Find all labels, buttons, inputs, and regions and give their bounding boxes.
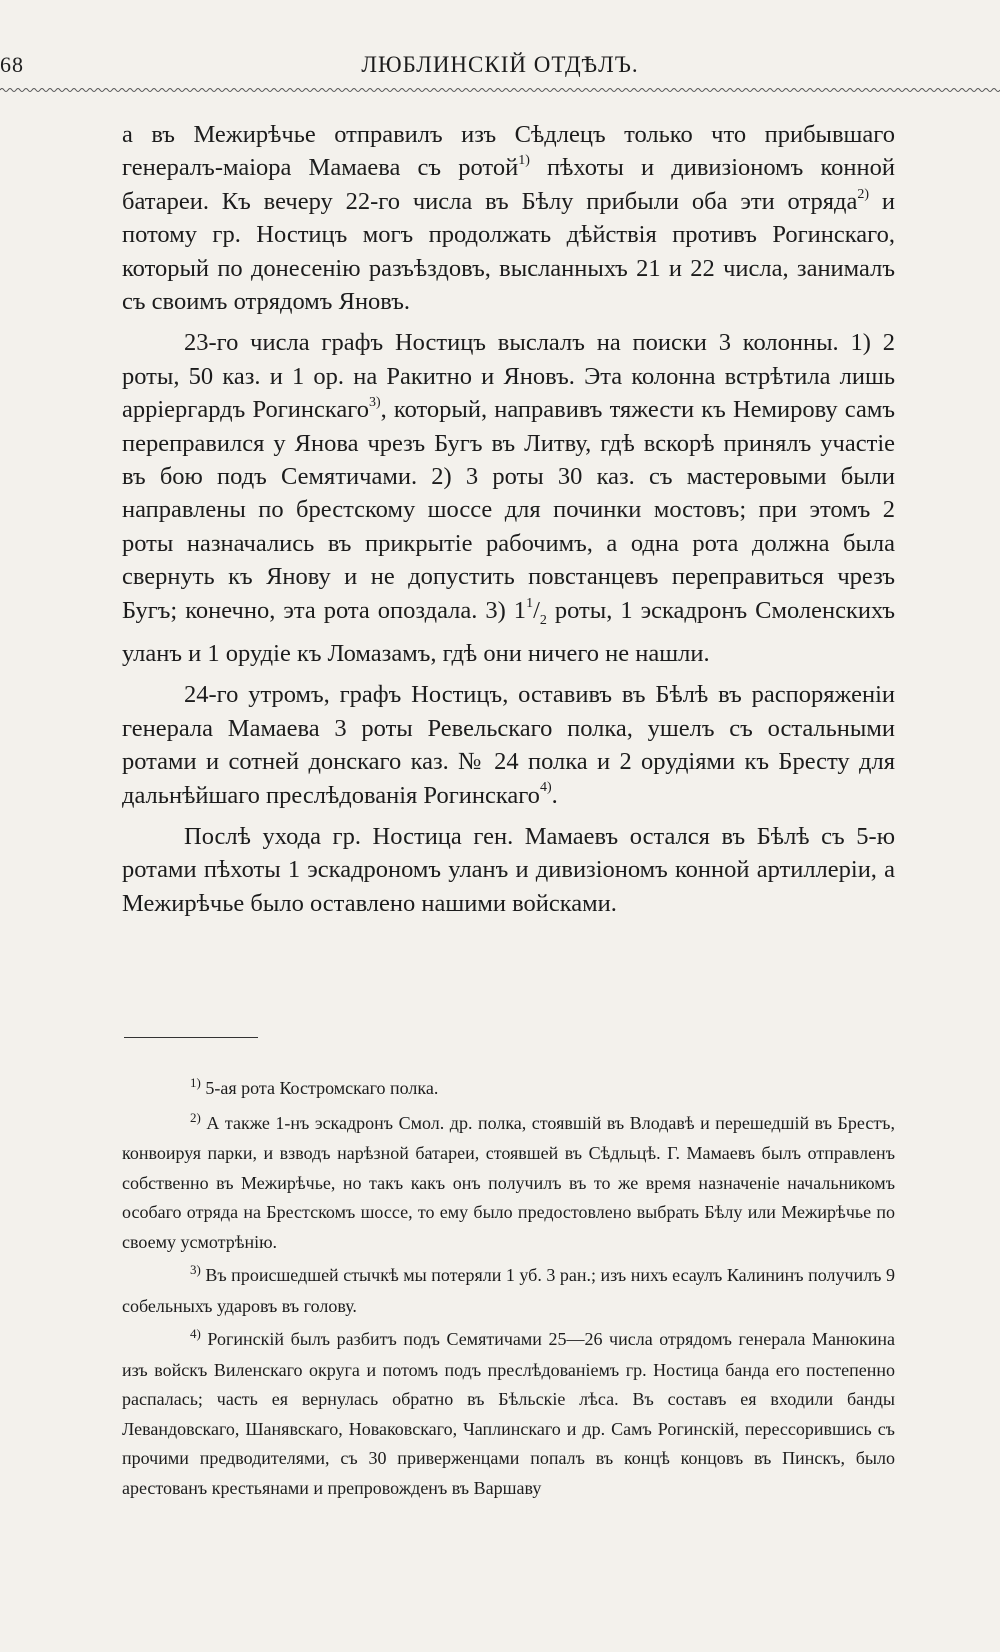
paragraph-text: а въ Межирѣчье отправилъ изъ Сѣдлецъ только что прибывшаго генералъ-маіора Мамаева съ ротой (122, 121, 895, 182)
paragraph-text: 24-го утромъ, графъ Ностицъ, оставивъ въ Бѣлѣ въ распоряженіи генерала Мамаева 3 роты Ревельскаго полка, ушелъ съ остальными ротами и сотней донскаго каз. № 24 полка и 2 орудіями къ Бресту для дальнѣйшаго преслѣдованія Рогинскаго (122, 681, 895, 809)
page-header (0, 50, 1000, 90)
paragraph-4 (122, 820, 895, 920)
footnote-1 (122, 1074, 895, 1105)
footnote-mark: 4) (190, 1326, 201, 1341)
page-number: 68 (0, 52, 24, 77)
paragraph-text: Послѣ ухода гр. Ностица ген. Мамаевъ остался въ Бѣлѣ съ 5-ю ротами пѣхоты 1 эскадрономъ уланъ и дивизіономъ конной артиллеріи, а Межирѣчье было оставлено нашими войсками. (122, 823, 895, 917)
footnote-text: Рогинскій былъ разбитъ подъ Семятичами 25—26 числа отрядомъ генерала Манюкина изъ войскъ Виленскаго округа и потомъ подъ преслѣдованіемъ гр. Ностица банда его постепенно распалась; часть ея вернулась обратно въ Бѣльскіе лѣса. Въ составъ ея входили банды Левандовскаго, Шанявскаго, Новаковскаго, Чаплинскаго и др. Самъ Рогинскій, перессорившись съ прочими предводителями, съ 30 приверженцами попалъ въ концѣ концовъ въ Пинскъ, было арестованъ крестьянами и препровожденъ въ Варшаву (122, 1329, 896, 1498)
footnote-ref-3: 3) (368, 395, 381, 411)
footnote-separator (124, 1037, 258, 1038)
fraction-denominator: 2 (539, 612, 547, 628)
header-wavy-rule (0, 86, 1000, 94)
paragraph-text: . (551, 781, 558, 809)
paragraph-text: , который, направивъ тяжести къ Немирову самъ переправился у Янова чрезъ Бугъ въ Литву, гдѣ вскорѣ принялъ участіе въ бою подъ Семятичами. 2) 3 роты 30 каз. съ мастеровыми были направлены по брестскому шоссе для починки мостовъ; при этомъ 2 роты назначались въ прикрытіе рабочимъ, а одна рота должна была свернуть къ Янову и не допустить повстанцевъ переправиться чрезъ Бугъ; конечно, эта рота опоздала. 3) 1 (122, 396, 896, 624)
footnote-ref-4: 4) (539, 780, 552, 796)
paragraph-1 (122, 118, 895, 318)
footnote-mark: 1) (190, 1075, 201, 1090)
footnote-text: А также 1-нъ эскадронъ Смол. др. полка, стоявшій въ Влодавѣ и перешедшій въ Брестъ, конвоируя парки, и взводъ нарѣзной батареи, стоявшей въ Сѣдльцѣ. Г. Мамаевъ былъ отправленъ собственно въ Межирѣчье, но такъ какъ онъ получилъ въ то же время назначеніе начальникомъ особаго отряда на Брестскомъ шоссе, то ему было предостовлено выбрать Бѣлу или Межирѣчье по своему усмотрѣнію. (122, 1112, 895, 1252)
paragraph-text: 23-го числа графъ Ностицъ выслалъ на поиски 3 колонны. 1) 2 роты, 50 каз. и 1 ор. на Ракитно и Яновъ. Эта колонна встрѣтила лишь арріергардъ Рогинскаго (122, 329, 895, 424)
footnote-3 (122, 1261, 895, 1321)
footnotes (122, 1074, 895, 1507)
footnote-2 (122, 1109, 895, 1258)
footnote-text: 5-ая рота Костромскаго полка. (205, 1078, 439, 1098)
running-title: ЛЮБЛИНСКІЙ ОТДѢЛЪ. (361, 52, 639, 77)
footnote-mark: 2) (190, 1109, 201, 1125)
fraction-numerator: 1 (526, 595, 534, 611)
main-text (122, 118, 895, 920)
paragraph-2: 23-го числа графъ Ностицъ выслалъ на поиски 3 колонны. 1) 2 роты, 50 каз. и 1 ор. на Ракитно и Яновъ. Эта колонна встрѣтила лишь арріергардъ Рогинскаго$^{3)}$, который, направивъ тяжести къ Немирову самъ переправился у Янова чрезъ Бугъ въ Литву, гдѣ вскорѣ принялъ участіе въ бою подъ Семятичами. 2) 3 роты 30 каз. съ мастеровыми были направлены по брестскому шоссе для починки мостовъ; при этомъ 2 роты назначались въ прикрытіе рабочимъ, а одна рота должна была свернуть къ Янову и не допустить повстанцевъ переправиться чрезъ Бугъ; конечно, эта рота опоздала. 3) $1^1/_2$ роты, 1 эскадронъ Смоленскихъ уланъ и 1 орудіе къ Ломазамъ, гдѣ они ничего не нашли. (122, 329, 896, 667)
paragraph-3 (122, 678, 895, 812)
paragraph-text: и потому гр. Ностицъ могъ продолжать дѣйствія противъ Рогинскаго, который по донесенію разъѣздовъ, высланныхъ 21 и 22 числа, занималъ съ своимъ отрядомъ Яновъ. (122, 187, 895, 316)
footnote-text: Въ происшедшей стычкѣ мы потеряли 1 уб. 3 ран.; изъ нихъ есаулъ Калининъ получилъ 9 собельныхъ ударовъ въ голову. (122, 1265, 895, 1316)
paragraph-text: роты, 1 эскадронъ Смоленскихъ уланъ и 1 орудіе къ Ломазамъ, гдѣ они ничего не нашли. (122, 596, 895, 667)
footnote-ref-2: 2) (857, 186, 870, 202)
footnote-4 (122, 1325, 895, 1503)
footnote-mark: 3) (190, 1262, 201, 1277)
footnote-ref-1: 1) (518, 153, 530, 169)
paragraph-text: пѣхоты и дивизіономъ конной батареи. Къ вечеру 22-го числа въ Бѣлу прибыли оба эти отряда (122, 154, 895, 215)
